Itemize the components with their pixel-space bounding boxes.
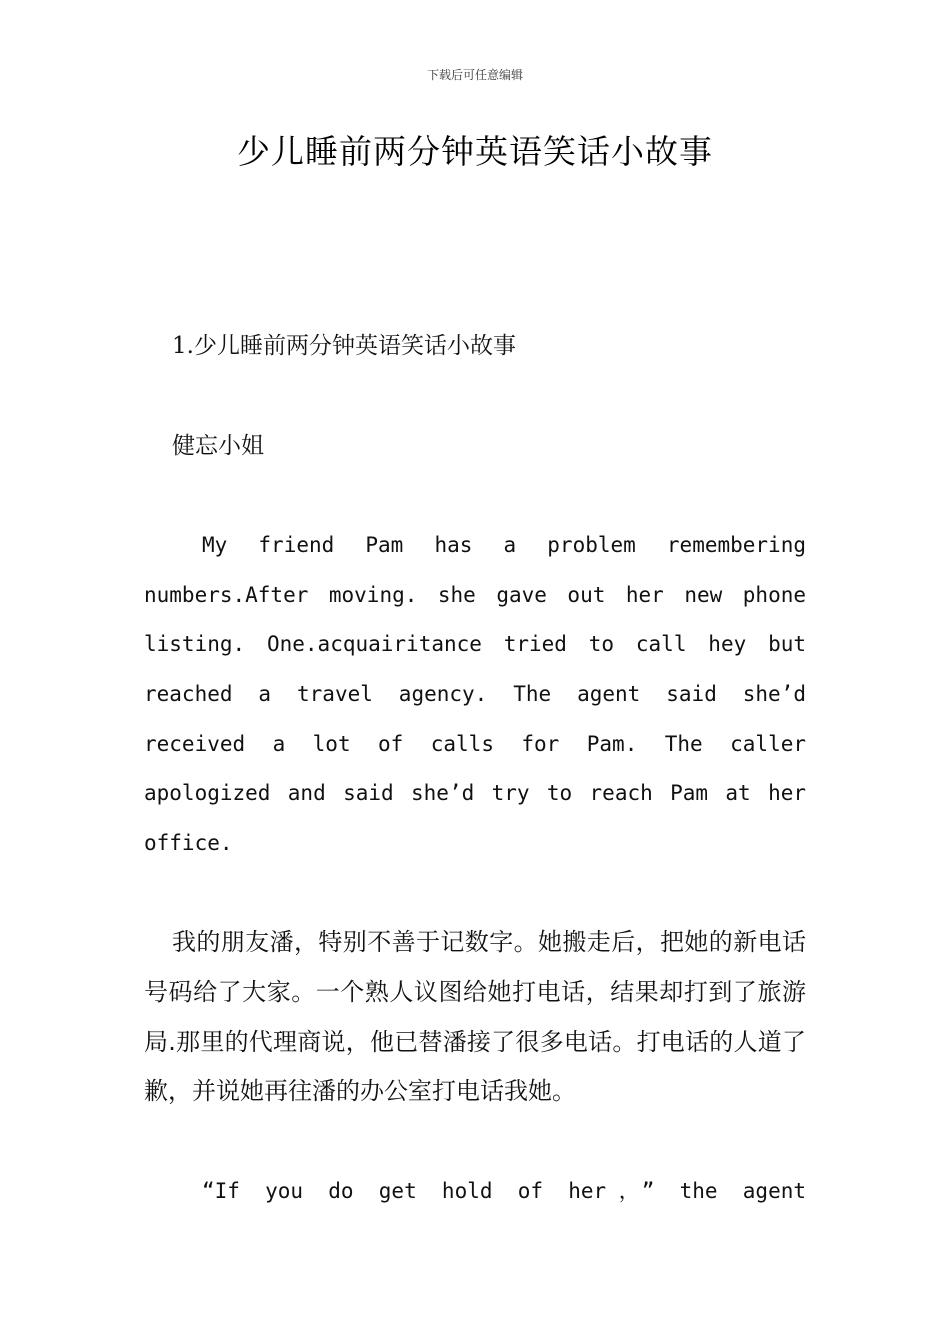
- header-note: 下载后可任意编辑: [426, 68, 523, 82]
- document-body: [144, 322, 806, 1216]
- story-title: 健忘小姐: [172, 432, 264, 459]
- paragraph-english-1: My friend Pam has a problem remembering numbers.After moving. she gave out her new phone listing. One.acquairitance tried to call hey but reached a travel agency. The agent said she’d received a lot of calls for Pam. The caller apologized and said she’d try to reach Pam at her office.: [144, 533, 806, 855]
- paragraph-chinese-1: 我的朋友潘，特别不善于记数字。她搬走后，把她的新电话号码给了大家。一个熟人议图给她打电话，结果却打到了旅游局.那里的代理商说，他已替潘接了很多电话。打电话的人道了歉，并说她再往潘的办公室打电话我她。: [144, 928, 806, 1106]
- paragraph-english-2: “If you do get hold of her，” the agent: [202, 1178, 806, 1203]
- document-title: 少儿睡前两分钟英语笑话小故事: [237, 132, 713, 171]
- section-heading: 1.少儿睡前两分钟英语笑话小故事: [172, 333, 516, 359]
